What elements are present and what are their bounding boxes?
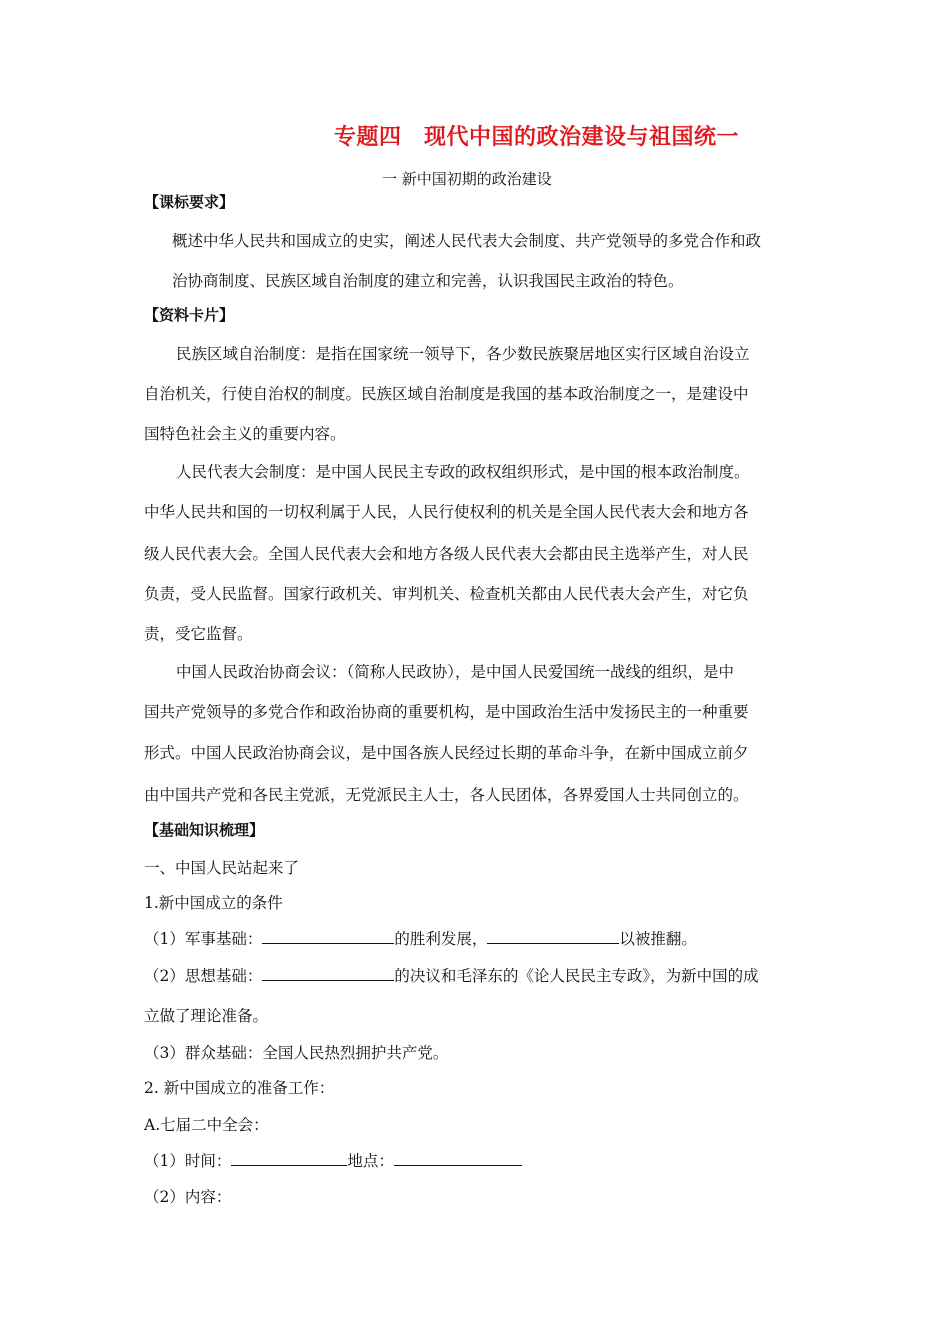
- card-paragraph-line: 负责，受人民监督。国家行政机关、审判机关、检查机关都由人民代表大会产生，对它负: [144, 585, 749, 603]
- section-heading-jichu: 【基础知识梳理】: [144, 821, 265, 839]
- fill-blank[interactable]: [487, 927, 619, 944]
- content-label: （2）内容：: [144, 1188, 232, 1206]
- card-paragraph-line: 级人民代表大会。全国人民代表大会和地方各级人民代表大会都由民主选举产生，对人民: [144, 545, 749, 563]
- mass-basis-line: （3）群众基础：全国人民热烈拥护共产党。: [144, 1044, 449, 1062]
- card-paragraph-line: 形式。中国人民政治协商会议，是中国各族人民经过长期的革命斗争，在新中国成立前夕: [144, 744, 749, 762]
- outline-subheading: 1.新中国成立的条件: [144, 894, 283, 912]
- kebiao-line: 概述中华人民共和国成立的史实，阐述人民代表大会制度、共产党领导的多党合作和政: [172, 232, 762, 250]
- fill-blank[interactable]: [262, 964, 394, 981]
- military-basis-end: 以被推翻。: [619, 930, 697, 948]
- card-paragraph-line: 责，受它监督。: [144, 625, 253, 643]
- outline-heading: 一、中国人民站起来了: [144, 859, 300, 877]
- document-subtitle: 一 新中国初期的政治建设: [382, 170, 552, 188]
- card-paragraph-line: 人民代表大会制度：是中国人民民主专政的政权组织形式，是中国的根本政治制度。: [176, 463, 750, 481]
- outline-item-a: A.七届二中全会：: [144, 1116, 269, 1134]
- document-title: 专题四 现代中国的政治建设与祖国统一: [334, 125, 740, 150]
- fill-blank[interactable]: [231, 1149, 347, 1166]
- card-paragraph-line: 由中国共产党和各民主党派，无党派民主人士，各人民团体，各界爱国人士共同创立的。: [144, 786, 749, 804]
- section-heading-ziliao: 【资料卡片】: [144, 306, 235, 324]
- card-paragraph-line: 中国人民政治协商会议：（简称人民政协），是中国人民爱国统一战线的组织，是中: [176, 663, 735, 681]
- place-label: 地点：: [347, 1152, 394, 1170]
- ideological-basis-label: （2）思想基础：: [144, 967, 263, 985]
- kebiao-line: 治协商制度、民族区域自治制度的建立和完善，认识我国民主政治的特色。: [172, 272, 684, 290]
- section-heading-kebiao: 【课标要求】: [144, 193, 235, 211]
- ideological-basis-text: 的决议和毛泽东的《论人民民主专政》，为新中国的成: [394, 967, 759, 985]
- ideological-basis-line: [144, 964, 759, 986]
- card-paragraph-line: 民族区域自治制度：是指在国家统一领导下，各少数民族聚居地区实行区域自治设立: [176, 345, 750, 363]
- card-paragraph-line: 国共产党领导的多党合作和政治协商的重要机构，是中国政治生活中发扬民主的一种重要: [144, 703, 749, 721]
- time-place-line: [144, 1149, 522, 1171]
- fill-blank[interactable]: [262, 927, 394, 944]
- ideological-basis-line-cont: 立做了理论准备。: [144, 1007, 269, 1025]
- military-basis-label: （1）军事基础：: [144, 930, 263, 948]
- time-label: （1）时间：: [144, 1152, 232, 1170]
- military-basis-line: [144, 927, 697, 949]
- card-paragraph-line: 自治机关，行使自治权的制度。民族区域自治制度是我国的基本政治制度之一，是建设中: [144, 385, 749, 403]
- card-paragraph-line: 中华人民共和国的一切权利属于人民，人民行使权利的机关是全国人民代表大会和地方各: [144, 503, 749, 521]
- fill-blank[interactable]: [394, 1149, 522, 1166]
- military-basis-text: 的胜利发展，: [394, 930, 488, 948]
- outline-subheading: 2. 新中国成立的准备工作：: [144, 1079, 335, 1097]
- card-paragraph-line: 国特色社会主义的重要内容。: [144, 425, 346, 443]
